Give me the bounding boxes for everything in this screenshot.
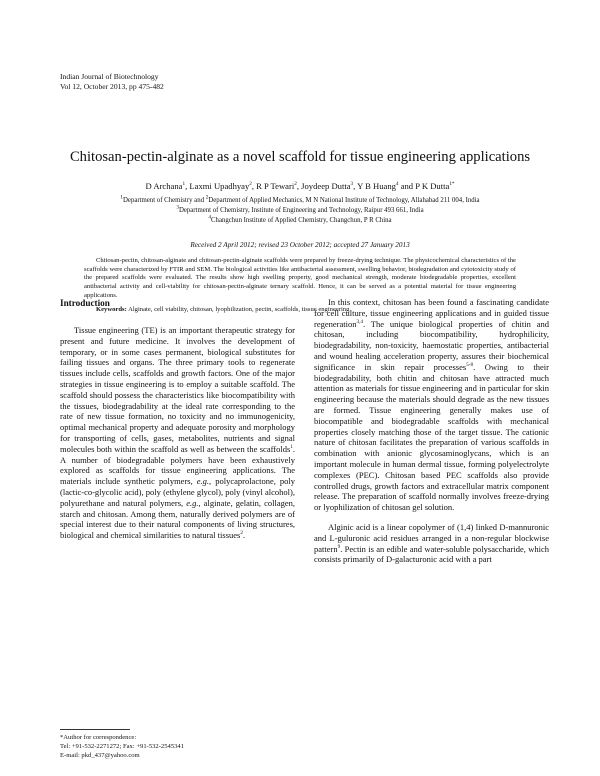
text-run: . Pectin is an edible and water-soluble polysaccharide, which consists primarily of D-galacturonic acid with a part	[314, 543, 549, 565]
author-affil-sup: 3	[350, 181, 354, 188]
journal-volume: Vol 12, October 2013, pp 475-482	[60, 82, 164, 91]
body-paragraph	[314, 522, 549, 565]
received-dates: Received 2 April 2012; revised 23 October 2012; accepted 27 January 2013	[190, 241, 410, 249]
author-affil-sup: 2	[249, 181, 252, 188]
correspondence-footnote	[60, 733, 184, 760]
affiliation-line	[0, 206, 600, 216]
affil-sup: 1	[120, 194, 124, 201]
affil-sup: 3	[176, 204, 179, 211]
citation-sup: 3,4	[356, 318, 363, 325]
citation-sup: 2	[240, 530, 243, 537]
text-run: Tissue engineering (TE) is an important therapeutic strategy for present and future medicine. It involves the development of temporary, or in some cases permanent, biological substitutes for failing tissues and organs. The three primary tools to regenerate tissues include cells, scaffolds and growth factors. One of the major strategies in tissue engineering is to employ a suitable scaffold. The scaffold should possess the characteristics like biocompatibility with the tissues, biodegradability at the ideal rate corresponding to the rate of new tissue formation, no toxicity and no immunogenicity, optimal mechanical property and adequate porosity and morphology for transporting of cells, gases, metabolites, nutrients and signal molecules both within the scaffold as well as between the scaffolds	[60, 325, 295, 454]
text-run: , polycaprolactone, poly (lactic-co-glycolic acid), poly (ethylene glycol), poly (vinyl alcohol), polyurethane and natural polymers,	[60, 476, 296, 508]
affiliations	[0, 196, 600, 226]
author-sep: ,	[353, 181, 358, 191]
author-sep: ,	[296, 181, 302, 191]
affil-text: Department of Applied Mechanics, M N National Institute of Technology, Allahabad 211 004, India	[208, 197, 480, 204]
text-run: . The unique biological properties of chitin and chitosan, including biocompatibility, hydrophilicity, biodegradability, non-toxicity, haemostatic properties, antibacterial and wound healing acceleration property, assures their biochemical significance in skin repair processes	[314, 318, 549, 372]
keywords-text: Alginate, cell viability, chitosan, lyophilization, pectin, scaffolds, tissue engineering	[126, 306, 350, 313]
author-name: P K Dutta	[415, 181, 450, 191]
author-name: Y B Huang	[357, 181, 396, 191]
author-affil-sup: 1	[182, 181, 186, 188]
text-run: , alginate, gelatin, collagen, starch and chitosan. Among them, naturally derived polymers are of special interest due to their natural components of living structures, biological and chemical similarities to natural tissues	[60, 497, 295, 541]
text-run: . Owing to their biodegradability, both chitin and chitosan have attracted much attention as materials for tissue engineering and in particular for skin engineering because the materials should degrade as the new tissues are formed. Tissue engineering generally makes use of biocompatible and biodegradable scaffolds with mechanical properties closely matching those of the target tissue. The cationic nature of chitosan facilitates the preparation of various scaffolds in combination with anionic glycosaminoglycans, which is an important molecule in human dermal tissue, forming polyelectrolyte complexes (PEC). Chitosan based PEC scaffolds also provide controlled drugs, growth factors and extracellular matrix component release. The preparation of scaffold normally involves freeze-drying or lyophilization of chitosan gel solution.	[314, 361, 549, 513]
citation-sup: 5-8	[466, 361, 474, 368]
footnote-tel-line: Tel: +91-532-2271272; Fax: +91-532-2545341	[60, 743, 185, 750]
footnote-author-line: *Author for correspondence:	[60, 734, 137, 741]
section-heading-introduction: Introduction	[60, 298, 110, 308]
body-column-right	[314, 297, 549, 565]
author-name: D Archana	[145, 181, 183, 191]
text-run: Alginic acid is a linear copolymer of (1,4) linked D-mannuronic and L-guluronic acid residues arranged in a non-regular blockwise pattern	[314, 521, 549, 554]
paragraph-gap	[314, 513, 549, 522]
journal-header	[60, 72, 164, 92]
affil-sup: 4	[208, 214, 212, 221]
author-affil-sup: 4	[395, 181, 399, 188]
abstract: Chitosan-pectin, chitosan-alginate and chitosan-pectin-alginate scaffolds were prepared by freeze-drying technique. The physicochemical characteristics of the scaffolds were characterized by FTIR and SEM. The biological activities like antibacterial assessment, swelling behavior, biodegradation and cytotoxicity study of the prepared scaffolds were evaluated. The results show high swelling property, good mechanical strength, moderate biodegradable properties, excellent antibacterial activity and cell-viability for chitosan-pectin-alginate ternary scaffold. Hence, it can be served as a potential material for tissue engineering applications.	[84, 257, 516, 299]
text-run: .	[242, 530, 246, 541]
author-sep: ,	[251, 181, 257, 191]
text-run: In this context, chitosan has been found a fascinating candidate for cell culture, tissue engineering applications and in guided tissue regeneration	[314, 297, 549, 329]
affil-text: Department of Chemistry and	[123, 197, 206, 204]
journal-name: Indian Journal of Biotechnology	[60, 72, 159, 81]
affil-sup: 2	[205, 194, 209, 201]
author-name: Joydeep Dutta	[301, 181, 351, 191]
footnote-email-line: E-mail: pkd_437@yahoo.com	[60, 752, 140, 759]
keywords-label: Keywords:	[96, 306, 127, 313]
body-paragraph	[314, 297, 549, 513]
body-column-left	[60, 325, 295, 541]
author-name: R P Tewari	[256, 181, 295, 191]
italic-run: e.g.	[196, 476, 210, 487]
body-paragraph	[60, 325, 295, 541]
affiliation-line	[0, 196, 600, 206]
citation-sup: 1	[290, 443, 293, 450]
text-run: . A number of biodegradable polymers have been exhaustively explored as scaffolds for tissue engineering applications. The materials include synthetic polymers,	[60, 443, 295, 487]
affil-text: Changchun Institute of Applied Chemistry, Changchun, P R China	[211, 217, 392, 224]
author-affil-sup: 1*	[449, 181, 455, 188]
italic-run: e.g.	[186, 497, 199, 508]
author-list	[0, 180, 600, 192]
author-sep: and	[398, 181, 416, 191]
author-affil-sup: 2	[294, 181, 297, 188]
affiliation-line	[0, 216, 600, 226]
author-name: Laxmi Upadhyay	[189, 181, 250, 191]
citation-sup: 9	[337, 543, 341, 550]
author-sep: ,	[185, 181, 190, 191]
affil-text: Department of Chemistry, Institute of Engineering and Technology, Raipur 493 661, India	[178, 207, 424, 214]
paper-title: Chitosan-pectin-alginate as a novel scaffold for tissue engineering applications	[69, 149, 531, 165]
footnote-divider	[60, 729, 130, 730]
